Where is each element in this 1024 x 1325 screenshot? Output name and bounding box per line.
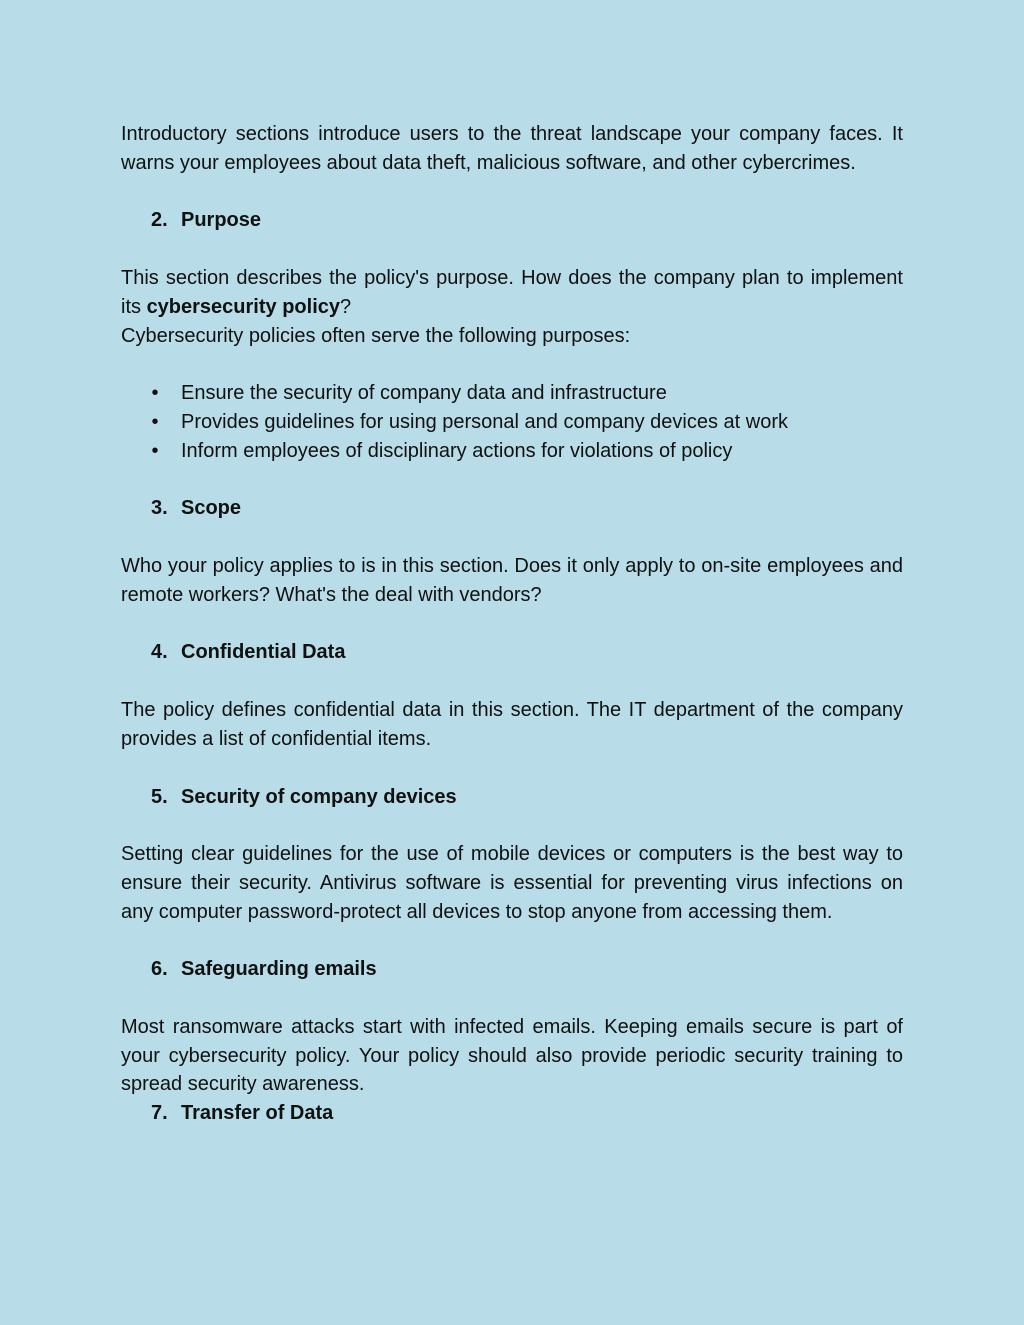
section-title: Confidential Data xyxy=(181,641,346,664)
bullet-icon: • xyxy=(151,410,159,433)
section-heading-safeguarding-emails xyxy=(151,955,903,984)
section-title: Purpose xyxy=(181,209,262,232)
list-item-text: Inform employees of disciplinary actions for violations of policy xyxy=(181,439,733,462)
bullet-icon: • xyxy=(151,382,159,405)
section-number: 2. xyxy=(151,209,168,232)
section-number: 5. xyxy=(151,785,168,808)
list-item xyxy=(151,408,903,437)
section-title: Scope xyxy=(181,497,242,520)
section-number: 4. xyxy=(151,641,168,664)
list-item-text: Provides guidelines for using personal and company devices at work xyxy=(181,410,789,433)
purposes-list xyxy=(121,379,903,465)
devices-paragraph: Setting clear guidelines for the use of mobile devices or computers is the best way to ensure their security. Antivirus software is essential for preventing virus infections on any computer password-protect all devices to stop anyone from accessing them. xyxy=(121,843,903,923)
bullet-icon: • xyxy=(151,439,159,462)
list-item-text: Ensure the security of company data and infrastructure xyxy=(181,382,667,405)
section-heading-company-devices xyxy=(151,783,903,812)
section-title: Security of company devices xyxy=(181,785,457,808)
section-heading-transfer-of-data xyxy=(151,1099,903,1128)
section-title: Transfer of Data xyxy=(181,1102,334,1125)
purpose-bold-term: cybersecurity policy xyxy=(146,295,340,318)
purpose-text-before: This section describes the policy's purpose. How does the company plan to implement its xyxy=(121,267,903,318)
section-number: 6. xyxy=(151,958,168,981)
section-number: 7. xyxy=(151,1102,168,1125)
list-item xyxy=(151,437,903,466)
section-heading-scope xyxy=(151,494,903,523)
confidential-paragraph: The policy defines confidential data in this section. The IT department of the company provides a list of confidential items. xyxy=(121,699,903,750)
section-number: 3. xyxy=(151,497,168,520)
section-heading-confidential-data xyxy=(151,638,903,667)
emails-paragraph: Most ransomware attacks start with infected emails. Keeping emails secure is part of your cybersecurity policy. Your policy should also provide periodic security training to spread security awareness. xyxy=(121,1016,903,1096)
purpose-lead: Cybersecurity policies often serve the following purposes: xyxy=(121,324,631,347)
section-heading-purpose xyxy=(151,206,903,235)
intro-paragraph: Introductory sections introduce users to the threat landscape your company faces. It warns your employees about data theft, malicious software, and other cybercrimes. xyxy=(121,123,903,174)
list-item xyxy=(151,379,903,408)
purpose-paragraph xyxy=(121,264,903,321)
scope-paragraph: Who your policy applies to is in this section. Does it only apply to on-site employees and remote workers? What's the deal with vendors? xyxy=(121,555,903,606)
section-title: Safeguarding emails xyxy=(181,958,377,981)
purpose-text-after: ? xyxy=(340,295,352,318)
